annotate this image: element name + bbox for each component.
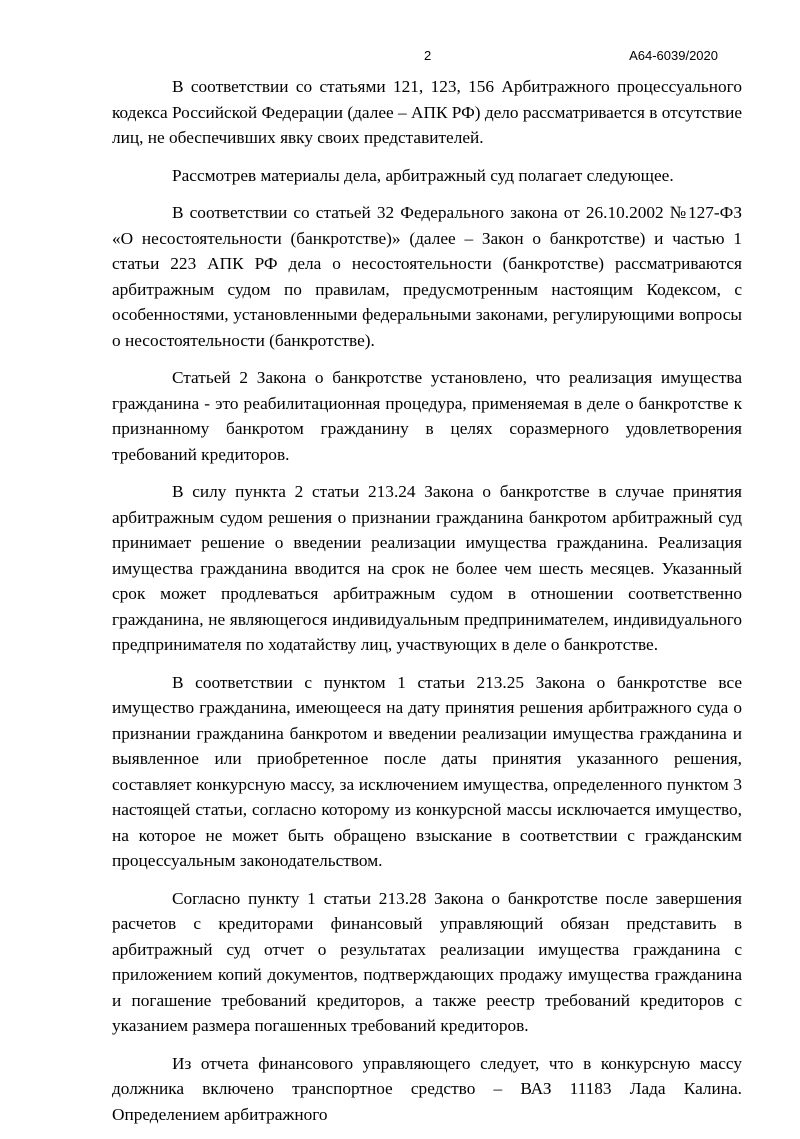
paragraph: Статьей 2 Закона о банкротстве установлено, что реализация имущества гражданина - это реабилитационная процедура, применяемая в деле о банкротстве к признанному банкротом гражданину в целях соразмерного удовлетворения требований кредиторов.: [112, 368, 742, 464]
paragraph: В соответствии с пунктом 1 статьи 213.25 Закона о банкротстве все имущество гражданина, имеющееся на дату принятия решения арбитражного суда о признании гражданина банкротом и введении реализации имущества гражданина и выявленное или приобретенное после даты принятия указанного решения, составляет конкурсную массу, за исключением имущества, определенного пунктом 3 настоящей статьи, согласно которому из конкурсной массы исключается имущество, на которое не может быть обращено взыскание в соответствии с гражданским процессуальным законодательством.: [112, 672, 742, 870]
paragraph: Из отчета финансового управляющего следует, что в конкурсную массу должника включено транспортное средство – ВАЗ 11183 Лада Калина. Определением арбитражного: [112, 1053, 742, 1124]
paragraph: В соответствии со статьей 32 Федерального закона от 26.10.2002 №127-ФЗ «О несостоятельности (банкротстве)» (далее – Закон о банкротстве) и частью 1 статьи 223 АПК РФ дела о несостоятельности (банкротстве) рассматриваются арбитражным судом по правилам, предусмотренным настоящим Кодексом, с особенностями, установленными федеральными законами, регулирующими вопросы о несостоятельности (банкротстве).: [112, 203, 742, 350]
paragraph: В соответствии со статьями 121, 123, 156 Арбитражного процессуального кодекса Российской Федерации (далее – АПК РФ) дело рассматривается в отсутствие лиц, не обеспечивших явку своих представителей.: [112, 77, 743, 147]
paragraph: Рассмотрев материалы дела, арбитражный суд полагает следующее.: [172, 165, 674, 185]
paragraph: Согласно пункту 1 статьи 213.28 Закона о банкротстве после завершения расчетов с кредиторами финансовый управляющий обязан представить в арбитражный суд отчет о результатах реализации имущества гражданина с приложением копий документов, подтверждающих продажу имущества гражданина и погашение требований кредиторов, а также реестр требований кредиторов с указанием размера погашенных требований кредиторов.: [112, 888, 742, 1035]
page-number: 2: [424, 48, 432, 63]
document-body: [112, 74, 742, 1139]
paragraph: В силу пункта 2 статьи 213.24 Закона о банкротстве в случае принятия арбитражным судом решения о признании гражданина банкротом арбитражный суд принимает решение о введении реализации имущества гражданина. Реализация имущества гражданина вводится на срок не более чем шесть месяцев. Указанный срок может продлеваться арбитражным судом в отношении соответственно гражданина, не являющегося индивидуальным предпринимателем, индивидуального предпринимателя по ходатайству лиц, участвующих в деле о банкротстве.: [112, 482, 742, 654]
case-number: А64-6039/2020: [629, 48, 718, 63]
